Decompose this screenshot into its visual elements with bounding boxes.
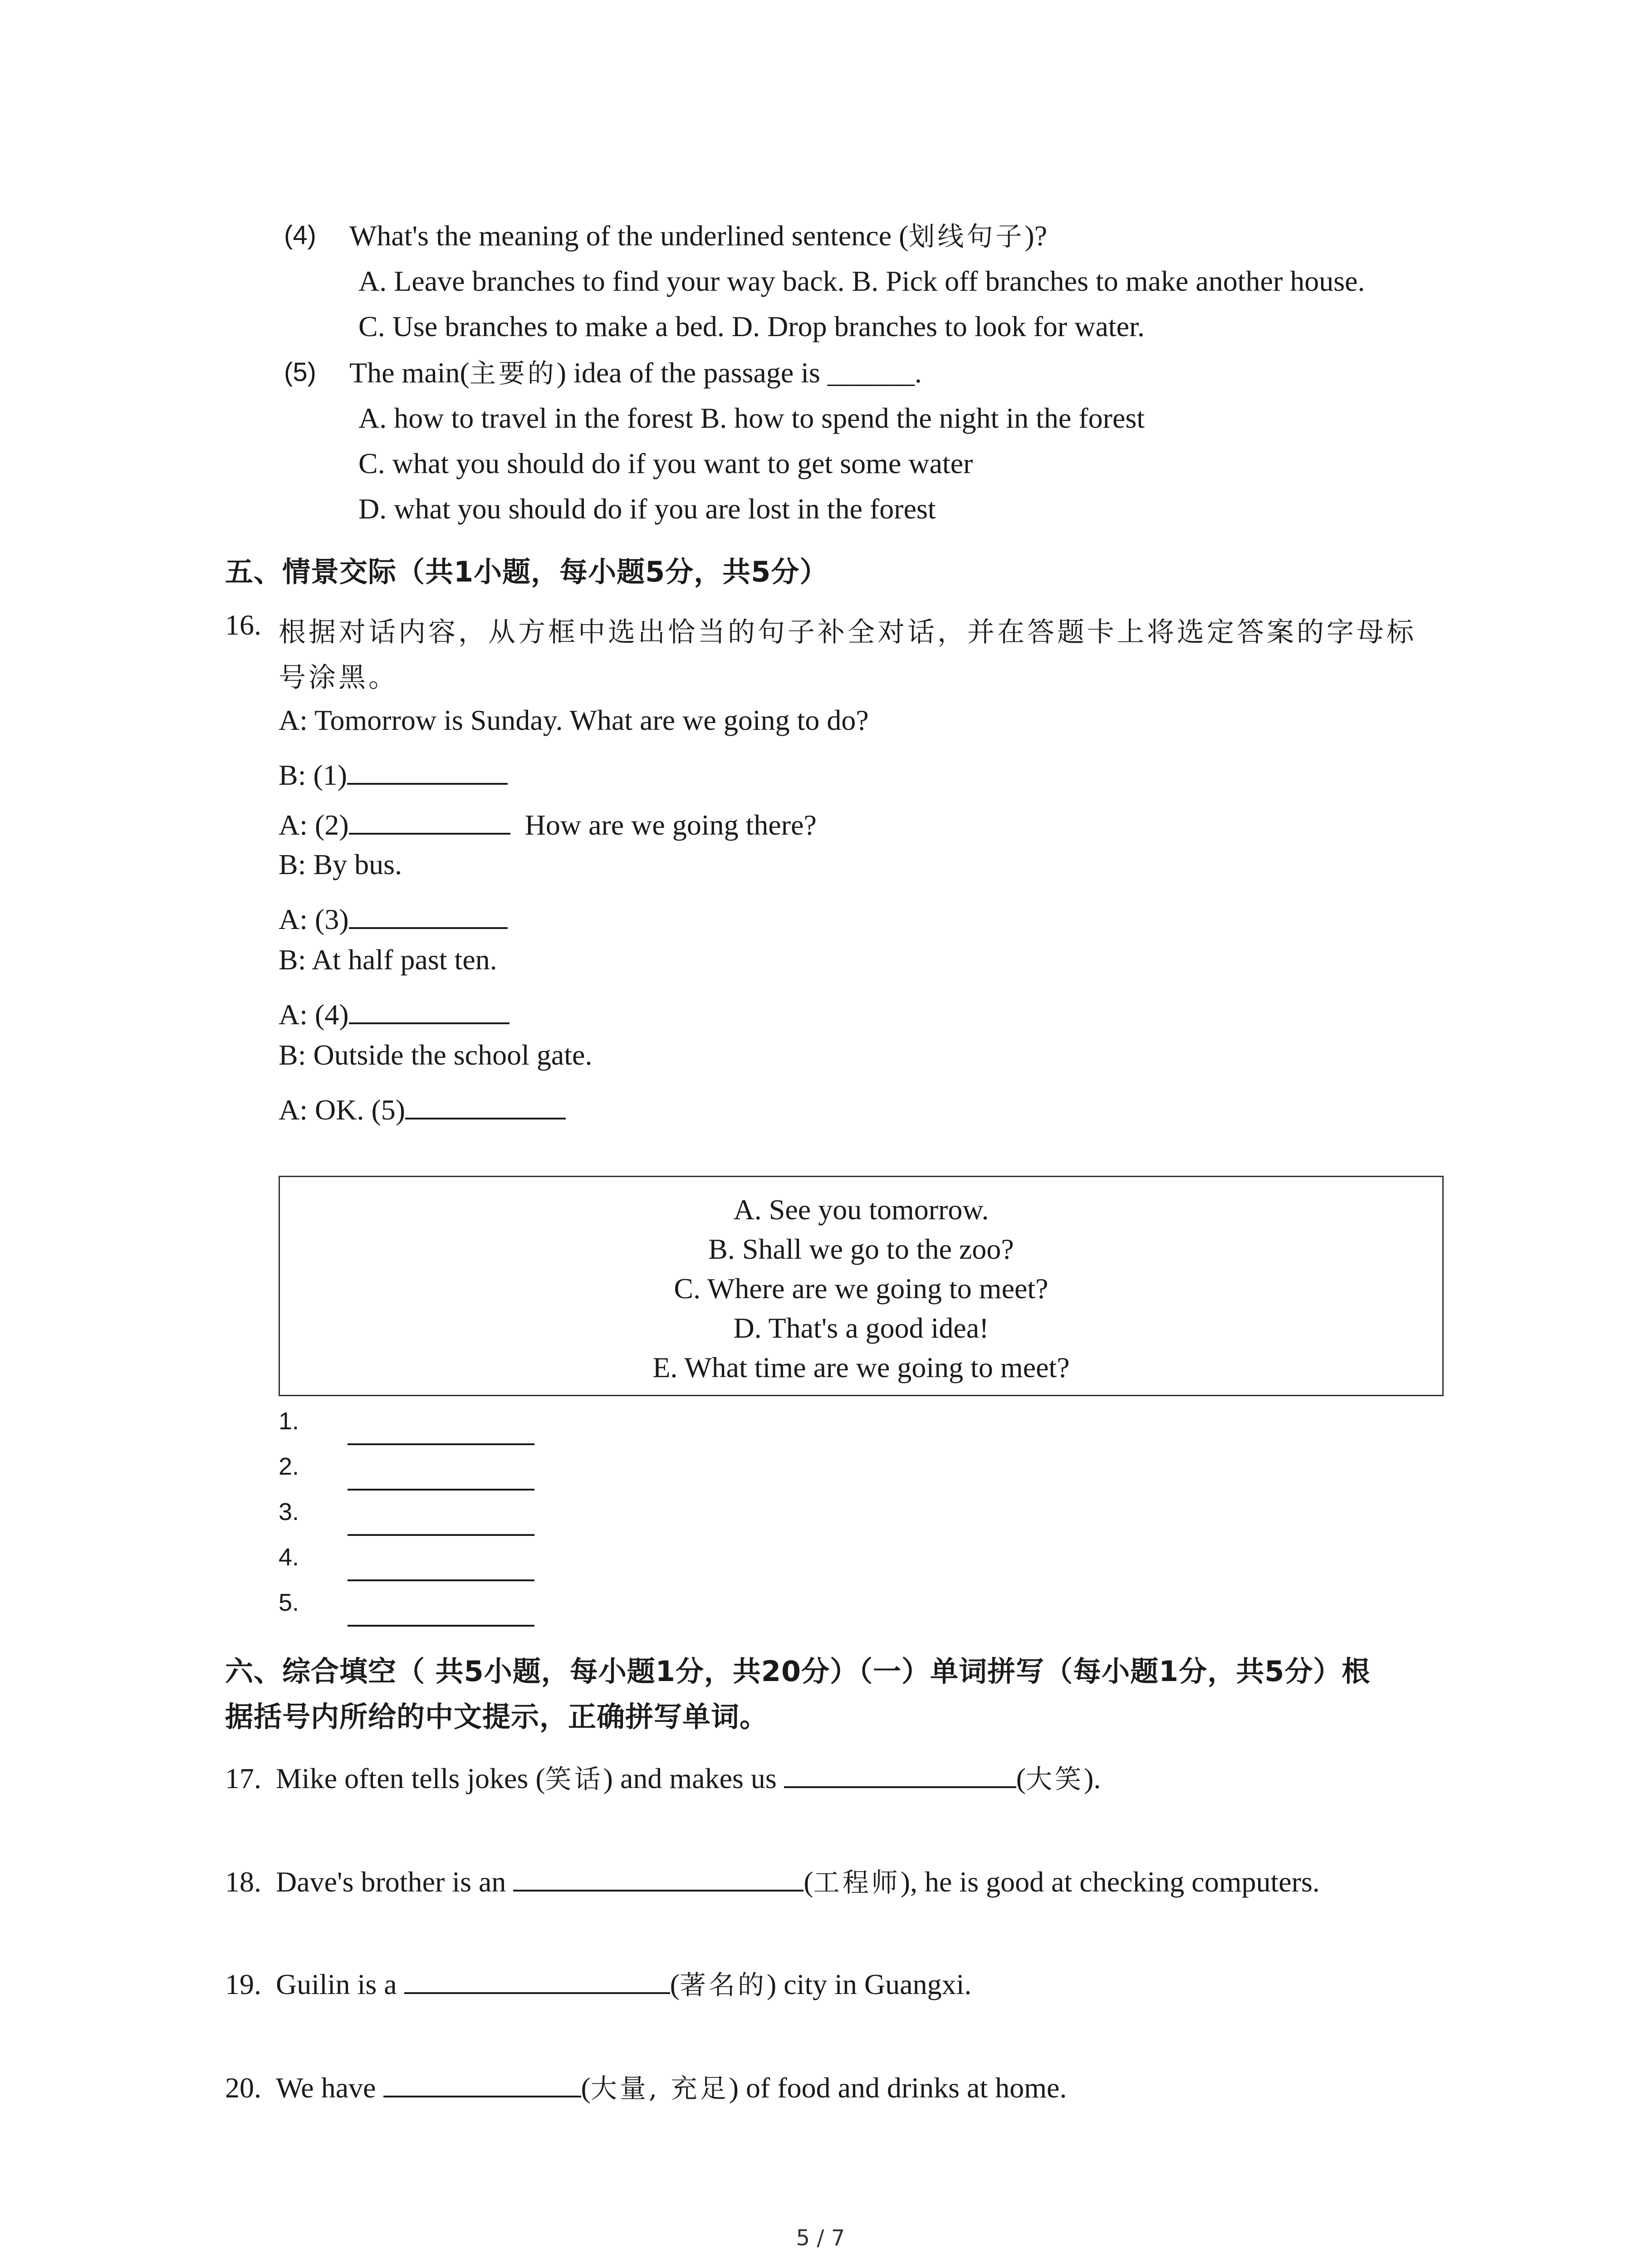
answer-blank[interactable]: [349, 899, 508, 929]
dialogue-text: A: (2): [279, 809, 349, 841]
question-20: [225, 2068, 1067, 2102]
dialogue-line-1: A: Tomorrow is Sunday. What are we going to do?: [279, 704, 869, 736]
question-text: ) of food and drinks at home.: [729, 2072, 1067, 2104]
chinese-hint: 大量, 充足: [590, 2073, 729, 2104]
dialogue-line-4: B: By bus.: [279, 848, 402, 880]
question-5-options-line1: A. how to travel in the forest B. how to spend the night in the forest: [358, 402, 1145, 434]
question-5-options-line3: D. what you should do if you are lost in the forest: [358, 493, 936, 525]
answer-blank[interactable]: [349, 805, 510, 835]
dialogue-text: A: (3): [279, 903, 349, 935]
answer-blank[interactable]: [404, 1964, 670, 1994]
question-text: (: [803, 1866, 813, 1898]
answer-line-3[interactable]: [348, 1534, 534, 1536]
chinese-hint: 笑话: [545, 1764, 603, 1794]
dialogue-line-6: B: At half past ten.: [279, 943, 497, 976]
answer-number-4: 4.: [279, 1544, 299, 1571]
question-text: ) and makes us: [603, 1762, 784, 1794]
question-text: Dave's brother is an: [276, 1866, 514, 1898]
answer-number-1: 1.: [279, 1408, 299, 1435]
stem-chinese-hint: 划线句子: [908, 221, 1025, 252]
stem-chinese-hint: 主要的: [469, 358, 557, 389]
question-4-options-line1: A. Leave branches to find your way back. B. Pick off branches to make another house.: [358, 265, 1365, 297]
question-number-5: (5): [284, 357, 316, 387]
dialogue-line-3: [279, 805, 817, 840]
answer-line-1[interactable]: [348, 1443, 534, 1445]
section-6-heading-line1: 六、综合填空（ 共5小题，每小题1分，共20分）（一）单词拼写（每小题1分，共5分）根: [225, 1655, 1371, 1688]
answer-number-3: 3.: [279, 1498, 299, 1525]
options-box: [279, 1176, 1444, 1396]
stem-text: The main(: [349, 357, 470, 389]
page-number: 5 / 7: [796, 2225, 845, 2251]
question-number: 20.: [225, 2072, 261, 2104]
dialogue-line-5: [279, 899, 508, 934]
option-d: D. That's a good idea!: [733, 1312, 989, 1344]
section-6-heading-line2: 据括号内所给的中文提示，正确拼写单词。: [225, 1700, 769, 1733]
question-text: ), he is good at checking computers.: [900, 1866, 1320, 1898]
section-5-heading: 五、情景交际（共1小题，每小题5分，共5分）: [225, 555, 828, 588]
question-17: [225, 1758, 1101, 1793]
answer-blank[interactable]: [347, 755, 508, 785]
chinese-hint: 工程师: [813, 1867, 901, 1898]
question-5-stem: [349, 358, 922, 387]
question-number: 17.: [225, 1762, 261, 1794]
answer-blank[interactable]: [349, 994, 509, 1024]
question-number-16: 16.: [225, 609, 261, 641]
dialogue-line-7: [279, 994, 509, 1029]
dialogue-line-2: [279, 755, 508, 790]
question-text: ) city in Guangxi.: [766, 1968, 972, 2000]
stem-text-end: ) idea of the passage is ______.: [556, 357, 922, 389]
question-4-options-line2: C. Use branches to make a bed. D. Drop branches to look for water.: [358, 310, 1145, 342]
chinese-hint: 著名的: [679, 1970, 767, 2000]
stem-text-end: )?: [1024, 220, 1048, 252]
answer-line-2[interactable]: [348, 1489, 534, 1491]
option-b: B. Shall we go to the zoo?: [708, 1233, 1014, 1265]
dialogue-text: How are we going there?: [524, 809, 817, 841]
chinese-hint: 大笑: [1026, 1764, 1084, 1794]
question-5-options-line2: C. what you should do if you want to get some water: [358, 447, 973, 479]
dialogue-line-8: B: Outside the school gate.: [279, 1039, 593, 1071]
question-16-instruction-line2: 号涂黑。: [279, 662, 398, 694]
option-a: A. See you tomorrow.: [733, 1193, 989, 1226]
question-text: Mike often tells jokes (: [276, 1762, 545, 1794]
stem-text: What's the meaning of the underlined sentence (: [349, 220, 909, 252]
question-16-instruction-line1: 根据对话内容，从方框中选出恰当的句子补全对话，并在答题卡上将选定答案的字母标: [279, 616, 1416, 648]
answer-number-5: 5.: [279, 1589, 299, 1616]
answer-blank[interactable]: [405, 1090, 566, 1119]
answer-line-4[interactable]: [348, 1579, 534, 1581]
answer-blank[interactable]: [784, 1758, 1016, 1788]
dialogue-line-9: [279, 1090, 566, 1124]
answer-blank[interactable]: [513, 1862, 803, 1892]
question-4-stem: [349, 221, 1047, 250]
question-19: [225, 1964, 971, 1999]
question-number-4: (4): [284, 220, 316, 250]
question-text: (: [581, 2072, 591, 2104]
question-number: 19.: [225, 1968, 261, 2000]
question-text: (: [670, 1968, 680, 2000]
answer-line-5[interactable]: [348, 1625, 534, 1627]
dialogue-text: A: (4): [279, 998, 349, 1031]
question-text: We have: [276, 2072, 383, 2104]
question-text: Guilin is a: [276, 1968, 404, 2000]
option-e: E. What time are we going to meet?: [652, 1351, 1070, 1383]
question-text: (: [1016, 1762, 1026, 1794]
answer-number-2: 2.: [279, 1453, 299, 1480]
option-c: C. Where are we going to meet?: [674, 1272, 1048, 1305]
dialogue-text: A: OK. (5): [279, 1094, 406, 1126]
dialogue-text: B: (1): [279, 759, 348, 791]
question-number: 18.: [225, 1866, 261, 1898]
question-18: [225, 1862, 1320, 1897]
answer-blank[interactable]: [383, 2068, 581, 2097]
question-text: ).: [1084, 1762, 1101, 1794]
